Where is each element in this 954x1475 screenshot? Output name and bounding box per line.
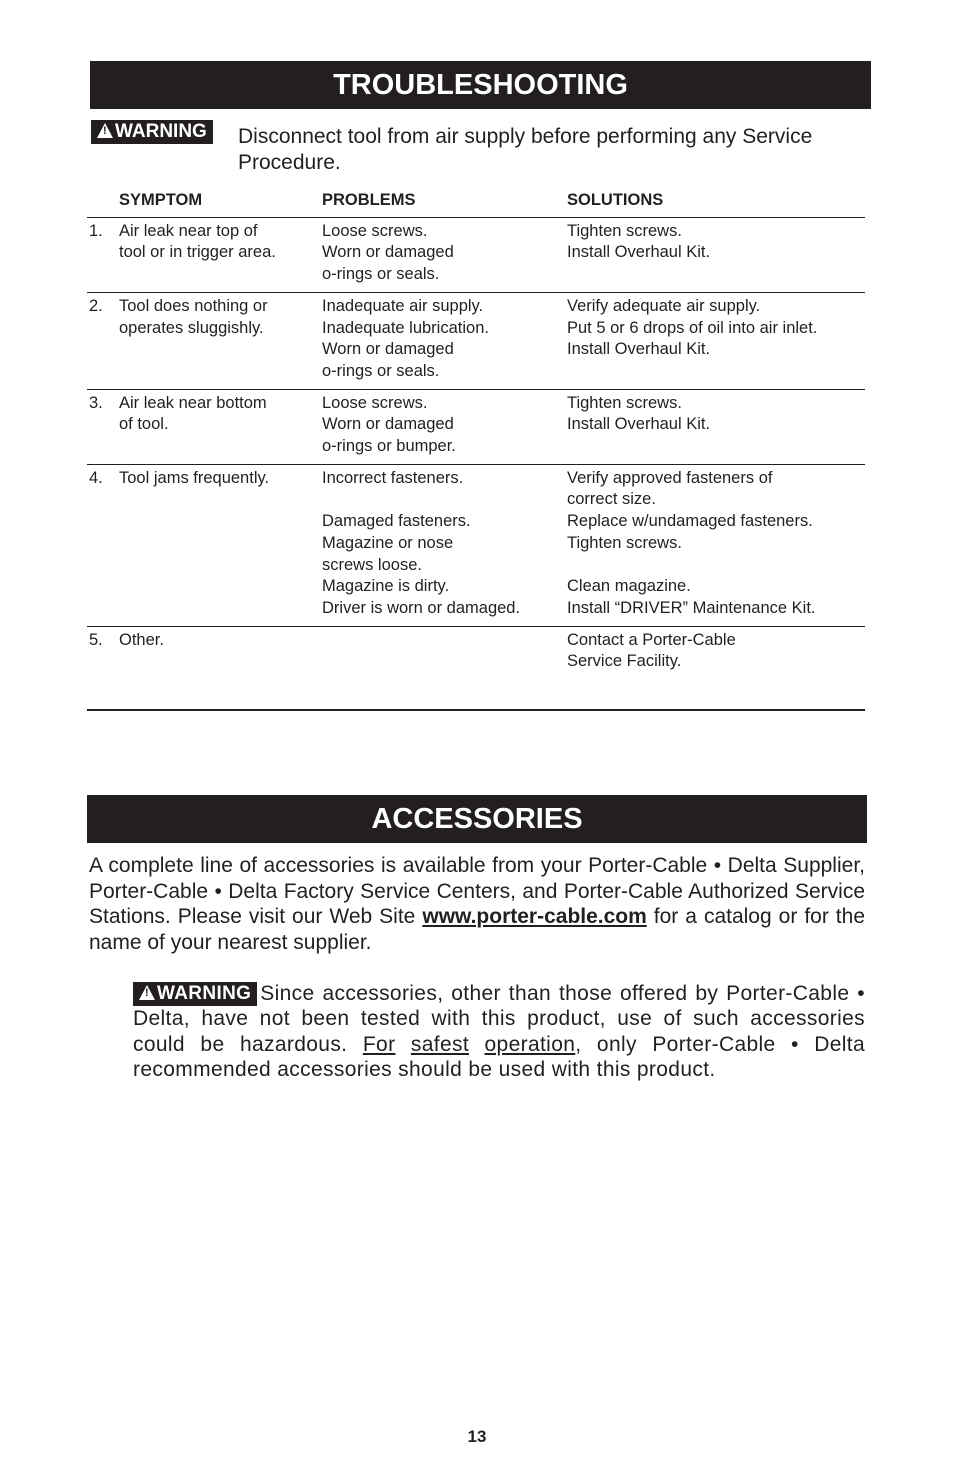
problems-cell-line: Magazine is dirty. — [322, 577, 450, 596]
problems-cell-line: Damaged fasteners. — [322, 512, 471, 531]
underlined-word: For — [362, 1032, 396, 1056]
symptom-cell-line: tool or in trigger area. — [119, 243, 276, 262]
troubleshooting-rows — [87, 217, 865, 710]
symptom-column-header: SYMPTOM — [119, 188, 322, 217]
warning-badge — [133, 982, 257, 1006]
row-number: 5. — [87, 626, 119, 710]
solutions-cell-line: Install Overhaul Kit. — [567, 340, 711, 359]
solutions-cell — [567, 217, 865, 292]
symptom-cell-line: Air leak near bottom — [119, 393, 267, 412]
solutions-cell-line: Tighten screws. — [567, 533, 682, 552]
problems-cell-line: Worn or damaged — [322, 340, 454, 359]
symptom-cell-line: Other. — [119, 630, 164, 649]
symptom-cell — [119, 464, 322, 626]
problems-cell-line: o-rings or seals. — [322, 361, 440, 380]
problems-cell-line: Loose screws. — [322, 221, 428, 240]
solutions-cell — [567, 292, 865, 389]
row-number: 1. — [87, 217, 119, 292]
problems-cell — [322, 217, 567, 292]
row-number: 2. — [87, 292, 119, 389]
solutions-cell — [567, 389, 865, 464]
solutions-cell-line: Tighten screws. — [567, 393, 682, 412]
problems-cell-line: Incorrect fasteners. — [322, 468, 464, 487]
table-row — [87, 626, 865, 710]
solutions-cell-line: Install Overhaul Kit. — [567, 243, 711, 262]
accessories-warning-text: Since accessories, other than those offered by Porter-Cable • Delta, have not been tested with this product, use of such accessories could be hazardous. — [133, 982, 865, 1056]
accessories-warning-text-end: , only Porter-Cable • Delta recommended accessories should be used with this product. — [133, 1032, 865, 1081]
problems-cell-line: o-rings or seals. — [322, 265, 440, 284]
solutions-cell-line: Verify approved fasteners of — [567, 468, 773, 487]
troubleshooting-heading: TROUBLESHOOTING — [90, 61, 871, 109]
page-number: 13 — [467, 1427, 487, 1446]
number-column-header — [87, 188, 119, 217]
problems-cell — [322, 626, 567, 710]
warning-label: WARNING — [157, 983, 252, 1004]
problems-cell-line — [322, 489, 567, 511]
warning-triangle-icon — [139, 985, 155, 1000]
problems-cell-line: Worn or damaged — [322, 243, 454, 262]
table-row — [87, 464, 865, 626]
table-row — [87, 217, 865, 292]
table-row — [87, 292, 865, 389]
row-number: 3. — [87, 389, 119, 464]
website-link[interactable]: www.porter-cable.com — [422, 905, 647, 928]
underlined-word: safest — [410, 1032, 470, 1056]
solutions-cell-line: correct size. — [567, 490, 656, 509]
symptom-cell — [119, 389, 322, 464]
problems-cell-line: Driver is worn or damaged. — [322, 598, 521, 617]
symptom-cell-line: of tool. — [119, 415, 169, 434]
solutions-cell-line: Contact a Porter-Cable — [567, 630, 736, 649]
accessories-warning — [133, 981, 865, 1082]
problems-cell — [322, 389, 567, 464]
problems-cell-line: Worn or damaged — [322, 415, 454, 434]
symptom-cell-line: Tool jams frequently. — [119, 468, 270, 487]
solutions-cell-line: Put 5 or 6 drops of oil into air inlet. — [567, 318, 818, 337]
warning-badge — [91, 120, 213, 144]
troubleshooting-table — [87, 188, 865, 711]
solutions-cell — [567, 626, 865, 710]
row-number: 4. — [87, 464, 119, 626]
solutions-cell-line: Tighten screws. — [567, 221, 682, 240]
solutions-cell-line: Replace w/undamaged fasteners. — [567, 512, 813, 531]
solutions-cell — [567, 464, 865, 626]
warning-text: Disconnect tool from air supply before performing any Service Procedure. — [238, 125, 813, 174]
problems-cell-line: Inadequate air supply. — [322, 296, 484, 315]
table-header-row — [87, 188, 865, 217]
problems-cell-line: screws loose. — [322, 555, 422, 574]
symptom-cell — [119, 217, 322, 292]
solutions-cell-line: Clean magazine. — [567, 577, 691, 596]
accessories-intro-text: A complete line of accessories is available from your Porter-Cable • Delta Supplier, Porter-Cable • Delta Factory Service Centers, and Porter-Cable Authorized Service Stations. Please visit our Web Site — [89, 854, 865, 928]
solutions-cell-line: Install “DRIVER” Maintenance Kit. — [567, 598, 816, 617]
problems-cell — [322, 464, 567, 626]
solutions-column-header: SOLUTIONS — [567, 188, 865, 217]
solutions-cell-line — [567, 555, 865, 577]
accessories-intro-end: for a catalog or for the name of your nearest supplier. — [89, 905, 865, 954]
symptom-cell-line: Tool does nothing or — [119, 296, 268, 315]
problems-cell — [322, 292, 567, 389]
symptom-cell-line: Air leak near top of — [119, 221, 258, 240]
accessories-heading: ACCESSORIES — [87, 795, 867, 843]
symptom-cell-line: operates sluggishly. — [119, 318, 264, 337]
symptom-cell — [119, 626, 322, 710]
symptom-cell — [119, 292, 322, 389]
solutions-cell-line: Install Overhaul Kit. — [567, 415, 711, 434]
problems-cell-line: Inadequate lubrication. — [322, 318, 489, 337]
table-row — [87, 389, 865, 464]
underlined-word: operation — [484, 1032, 576, 1056]
solutions-cell-line: Service Facility. — [567, 652, 682, 671]
problems-cell-line: o-rings or bumper. — [322, 437, 456, 456]
warning-triangle-icon — [97, 123, 113, 138]
problems-cell-line: Magazine or nose — [322, 533, 454, 552]
solutions-cell-line: Verify adequate air supply. — [567, 296, 761, 315]
problems-column-header: PROBLEMS — [322, 188, 567, 217]
problems-cell-line: Loose screws. — [322, 393, 428, 412]
accessories-intro — [89, 853, 865, 955]
warning-label: WARNING — [115, 121, 207, 142]
